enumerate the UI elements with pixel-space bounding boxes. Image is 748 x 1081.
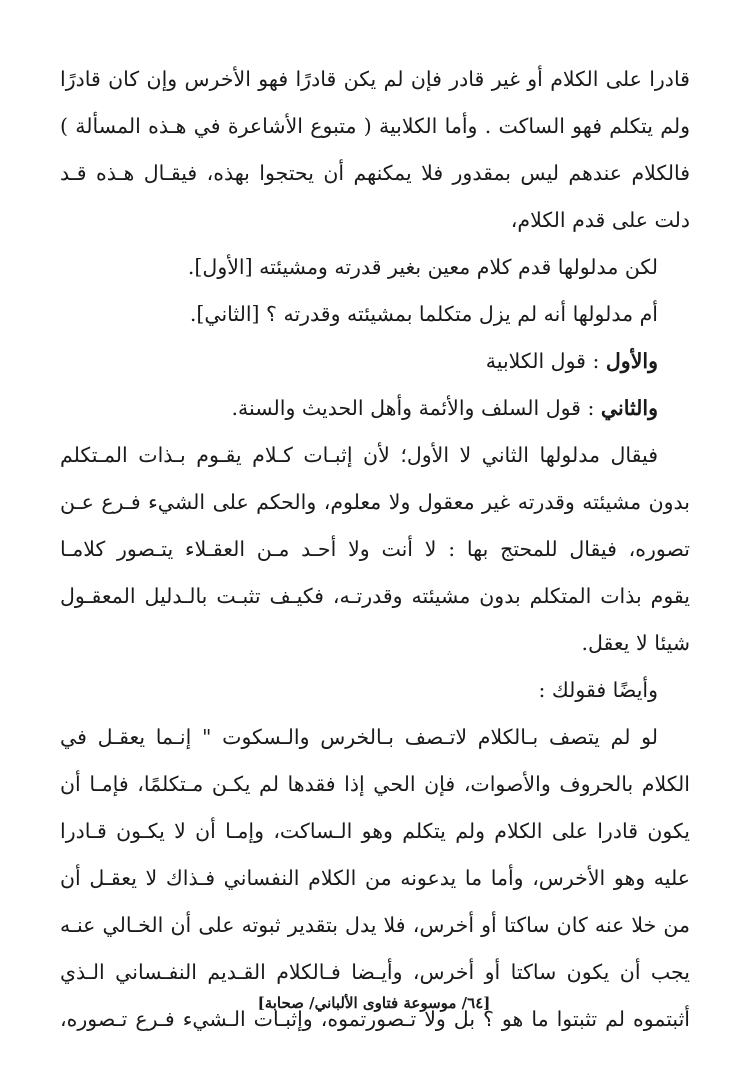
body-text: [60, 56, 690, 1043]
text-line: فيقال مدلولها الثاني لا الأول؛ لأن إثبـات كـلام يقـوم بـذات المـتكلم: [60, 443, 658, 467]
second-view-text: : قول السلف والأئمة وأهل الحديث والسنة.: [231, 396, 601, 420]
text-line: تصوره، فيقال للمحتج بها : لا أنت ولا أحـد مـن العقـلاء يتـصور كلامـا: [60, 537, 690, 561]
text-line: أم مدلولها أنه لم يزل متكلما بمشيئته وقدرته ؟ [الثاني].: [189, 302, 658, 326]
text-line: [60, 385, 690, 432]
first-view-label: والأول: [605, 349, 658, 373]
text-line: بدون مشيئته وقدرته غير معقول ولا معلوم، والحكم على الشيء فـرع عـن: [60, 490, 690, 514]
text-line: لكن مدلولها قدم كلام معين بغير قدرته ومشيئته [الأول].: [187, 255, 658, 279]
page-footer: [٦٤/ موسوعة فتاوى الألباني/ صحابة]: [257, 994, 491, 1012]
text-line: وأيضًا فقولك :: [538, 678, 658, 702]
first-view-text: : قول الكلابية: [485, 349, 606, 373]
text-line: من خلا عنه كان ساكتا أو أخرس، فلا يدل بتقدير ثبوته على أن الخـالي عنـه: [60, 913, 690, 937]
text-line: يكون قادرا على الكلام ولم يتكلم وهو الـساكت، وإمـا أن لا يكـون قـادرا: [60, 819, 690, 843]
text-line: دلت على قدم الكلام،: [510, 208, 690, 232]
text-line: يقوم بذات المتكلم بدون مشيئته وقدرتـه، فكيـف تثبـت بالـدليل المعقـول: [60, 584, 690, 608]
text-line: لو لم يتصف بـالكلام لاتـصف بـالخرس والـسكوت " إنـما يعقـل في: [60, 725, 658, 749]
text-line: عليه وهو الأخرس، وأما ما يدعونه من الكلام النفساني فـذاك لا يعقـل أن: [60, 866, 690, 890]
text-line: ولم يتكلم فهو الساكت . وأما الكلابية ( متبوع الأشاعرة في هـذه المسألة ): [60, 114, 690, 138]
second-view-label: والثاني: [600, 396, 658, 420]
text-line: فالكلام عندهم ليس بمقدور فلا يمكنهم أن يحتجوا بهذه، فيقـال هـذه قـد: [60, 161, 690, 185]
text-line: شيئا لا يعقل.: [581, 631, 690, 655]
text-line: [60, 338, 690, 385]
text-line: الكلام بالحروف والأصوات، فإن الحي إذا فقدها لم يكـن مـتكلمًا، فإمـا أن: [60, 772, 690, 796]
text-line: يجب أن يكون ساكتا أو أخرس، وأيـضا فـالكلام القـديم النفـساني الـذي: [60, 960, 690, 984]
text-line: قادرا على الكلام أو غير قادر فإن لم يكن قادرًا فهو الأخرس وإن كان قادرًا: [60, 67, 690, 91]
text-line: أثبتموه لم تثبتوا ما هو ؟ بل ولا تـصورتموه، وإثبـات الـشيء فـرع تـصوره،: [60, 1007, 690, 1031]
